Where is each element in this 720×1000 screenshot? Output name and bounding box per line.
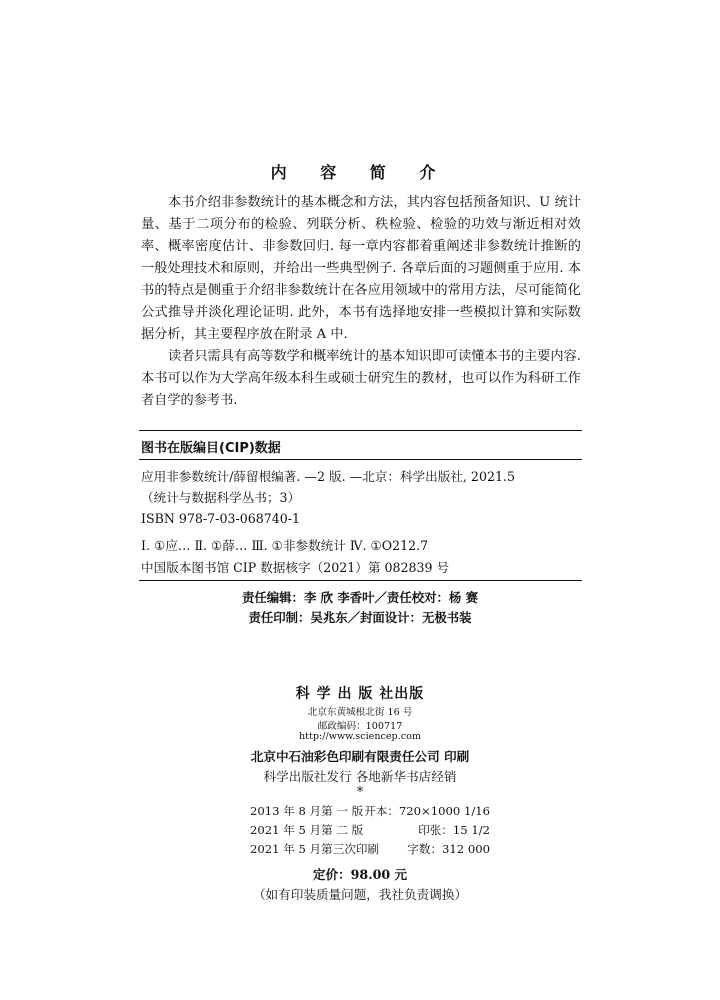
cip-heading-rule	[139, 459, 582, 460]
edition-date: 2013 年 8 月第 一 版	[250, 804, 364, 818]
cip-top-rule	[139, 430, 582, 431]
summary-title: 内 容 简 介	[270, 163, 450, 182]
cip-line-isbn: ISBN 978-7-03-068740-1	[141, 511, 301, 526]
publisher-address: 北京东黄城根北街 16 号	[307, 707, 413, 718]
price: 定价：98.00 元	[312, 867, 408, 882]
edition-spec: 字数：312 000	[407, 842, 490, 856]
summary-paragraph: 本书介绍非参数统计的基本概念和方法，其内容包括预备知识、U 统计量、基于二项分布的检验、列联分析、秩检验、检验的功效与渐近相对效率、概率密度估计、非参数回归. 每一章内容都着重阐述非参数统计推断的一般处理技术和原则，并给出一些典型例子. 各章后面的习题侧重于应用. 本书的特点是侧重于介绍非参数统计在各应用领域中的常用方法，尽可能简化公式推导并淡化理论证明. 此外，本书有选择地安排一些模拟计算和实际数据分析，其主要程序放在附录 A 中.	[141, 195, 581, 342]
edition-row	[250, 803, 490, 819]
editors-line-2: 责任印制：吴兆东／封面设计：无极书装	[248, 610, 472, 625]
cip-line-series: （统计与数据科学丛书；3）	[141, 490, 301, 505]
summary-body	[141, 192, 581, 412]
edition-spec: 印张：15 1/2	[418, 823, 490, 837]
cip-bottom-rule	[139, 580, 582, 581]
distribution-line: 科学出版社发行 各地新华书店经销	[263, 769, 457, 784]
cip-line-classification: Ⅰ. ①应… Ⅱ. ①薛… Ⅲ. ①非参数统计 Ⅳ. ①O212.7	[141, 538, 429, 553]
edition-date: 2021 年 5 月第三次印刷	[250, 842, 380, 856]
edition-row	[250, 841, 490, 857]
summary-paragraph: 读者只需具有高等数学和概率统计的基本知识即可读懂本书的主要内容. 本书可以作为大学高年级本科生或硕士研究生的教材，也可以作为科研工作者自学的参考书.	[141, 349, 582, 408]
edition-date: 2021 年 5 月第 二 版	[250, 823, 364, 837]
cip-line-record-number: 中国版本图书馆 CIP 数据核字（2021）第 082839 号	[141, 560, 450, 575]
quality-notice: （如有印装质量问题，我社负责调换）	[252, 887, 468, 902]
printer-name: 北京中石油彩色印刷有限责任公司 印刷	[250, 749, 470, 764]
publisher-name: 科 学 出 版 社出版	[295, 686, 425, 702]
edition-row	[250, 822, 490, 838]
publisher-postcode: 邮政编码：100717	[317, 721, 403, 732]
separator-asterisk: *	[356, 784, 364, 799]
editors-line-1: 责任编辑：李 欣 李香叶／责任校对：杨 赛	[242, 590, 478, 605]
cip-heading: 图书在版编目(CIP)数据	[141, 441, 281, 456]
publisher-website: http://www.sciencep.com	[299, 731, 421, 742]
cip-line-title: 应用非参数统计/薛留根编著. —2 版. —北京：科学出版社, 2021.5	[141, 469, 515, 484]
edition-spec: 开本：720×1000 1/16	[364, 804, 490, 818]
